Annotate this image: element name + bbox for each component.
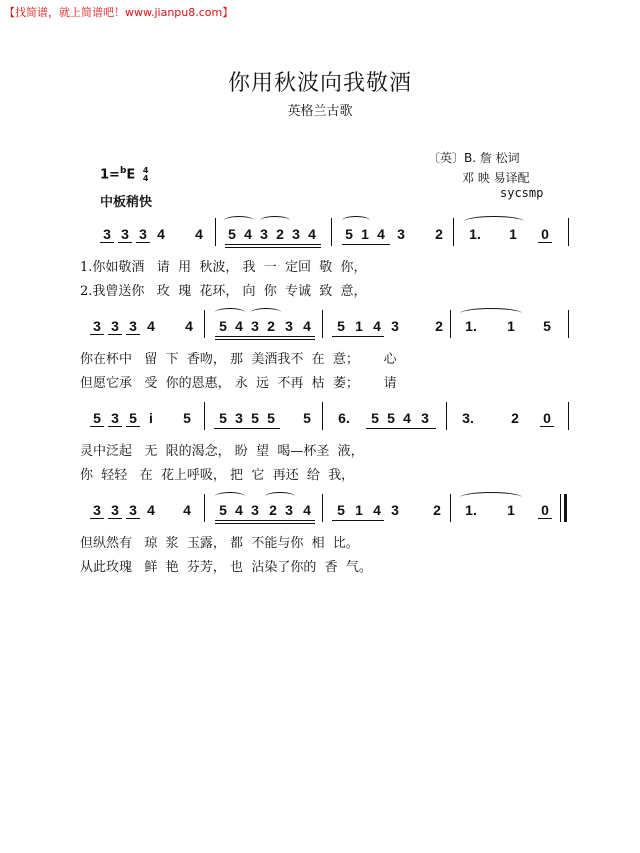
lyric-verse-2: 2.我曾送你 玫 瑰 花环， 向 你 专诚 致 意，: [80, 284, 367, 299]
note: 4: [147, 318, 155, 334]
note: 3: [108, 410, 122, 427]
slur: [251, 308, 281, 317]
note: 4: [303, 318, 311, 334]
note: 3: [391, 502, 399, 518]
note: 3: [397, 226, 405, 242]
note: 1: [507, 502, 515, 518]
barline: [568, 402, 569, 430]
slur: [342, 216, 370, 225]
key-note: E: [126, 167, 136, 183]
note: 5: [251, 410, 259, 426]
note: 4: [377, 226, 385, 242]
lyricist-credit: 〔英〕B. 詹 松词: [428, 151, 520, 165]
note: 3: [90, 502, 104, 519]
beam: [332, 520, 384, 521]
lyric-verse-2: 从此玫瑰 鲜 艳 芬芳， 也 沾染了你的 香 气。: [80, 560, 372, 575]
beam: [215, 523, 315, 524]
note: 1.: [469, 226, 481, 242]
note: 4: [244, 226, 252, 242]
beam: [215, 339, 315, 340]
notes-row: [80, 306, 575, 346]
key-signature: [100, 166, 148, 183]
note: 5: [387, 410, 395, 426]
lyric-verse-2: 但愿它承 受 你的恩惠， 永 远 不再 枯 萎； 请: [80, 376, 397, 391]
note: 1.: [465, 318, 477, 334]
notes-row: [80, 214, 575, 254]
slur: [260, 216, 290, 225]
barline: [322, 494, 323, 522]
note: 3: [251, 502, 259, 518]
barline: [204, 310, 205, 338]
note: 4: [235, 318, 243, 334]
barline: [568, 310, 569, 338]
barline: [204, 494, 205, 522]
barline: [446, 402, 447, 430]
flat-sign: b: [119, 166, 127, 176]
note: 3: [108, 502, 122, 519]
note: 5: [303, 410, 311, 426]
note: 6.: [338, 410, 350, 426]
note: 4: [195, 226, 203, 242]
barline: [568, 218, 569, 246]
time-top: 4: [142, 165, 149, 175]
notes-row: [80, 490, 575, 530]
note: 4: [185, 318, 193, 334]
note: 3: [285, 502, 293, 518]
note: 2: [269, 502, 277, 518]
note: 5: [267, 410, 275, 426]
note: 0: [540, 410, 554, 427]
note: 1.: [465, 502, 477, 518]
translator-credit: 邓 映 易译配: [462, 171, 530, 185]
note: 5: [219, 318, 227, 334]
note: 4: [403, 410, 411, 426]
note: 5: [543, 318, 551, 334]
note: 5: [371, 410, 379, 426]
note: 5: [337, 318, 345, 334]
note: 3: [251, 318, 259, 334]
barline: [560, 494, 561, 522]
final-barline: [564, 494, 567, 522]
lyric-verse-2: 你 轻轻 在 花上呼吸， 把 它 再还 给 我，: [80, 468, 355, 483]
note: 2: [276, 226, 284, 242]
note: 1: [361, 226, 369, 242]
beam: [214, 428, 280, 429]
note: 2: [511, 410, 519, 426]
song-title: 你用秋波向我敬酒: [227, 71, 412, 96]
lyric-verse-1: 但纵然有 琼 浆 玉露， 都 不能与你 相 比。: [80, 536, 359, 551]
note: 3: [136, 226, 150, 243]
barline: [450, 494, 451, 522]
note: 5: [90, 410, 104, 427]
note: 5: [337, 502, 345, 518]
note: 3: [235, 410, 243, 426]
slur: [215, 492, 245, 501]
score-system-1: [80, 214, 575, 314]
source-credit: sycsmp: [500, 186, 544, 200]
note: 3: [126, 502, 140, 519]
beam: [225, 247, 321, 248]
note: 4: [303, 502, 311, 518]
barline: [450, 310, 451, 338]
note: 5: [228, 226, 236, 242]
note: 3: [391, 318, 399, 334]
score-system-4: [80, 490, 575, 590]
slur: [224, 216, 254, 225]
note: 0: [538, 502, 552, 519]
lyric-verse-1: 灵中泛起 无 限的渴念， 盼 望 喝—杯圣 液，: [80, 444, 364, 459]
note: 3.: [462, 410, 474, 426]
key-prefix: 1=: [100, 167, 120, 183]
time-bottom: 4: [142, 173, 149, 183]
slur: [215, 308, 245, 317]
score-system-2: [80, 306, 575, 406]
barline: [215, 218, 216, 246]
note: 4: [373, 502, 381, 518]
beam: [215, 336, 315, 337]
note: 5: [219, 502, 227, 518]
note: 4: [157, 226, 165, 242]
note: 4: [147, 502, 155, 518]
barline: [322, 402, 323, 430]
slur: [265, 492, 295, 501]
lyric-verse-1: 你在杯中 留 下 香吻， 那 美酒我不 在 意； 心: [80, 352, 397, 367]
note: 3: [126, 318, 140, 335]
note: 3: [118, 226, 132, 243]
barline: [453, 218, 454, 246]
note: 4: [373, 318, 381, 334]
note: 3: [100, 226, 114, 243]
note: 3: [260, 226, 268, 242]
note: 2: [267, 318, 275, 334]
song-subtitle: 英格兰古歌: [287, 104, 353, 119]
note: 4: [183, 502, 191, 518]
beam: [366, 428, 436, 429]
note: 0: [538, 226, 552, 243]
site-banner[interactable]: 【找简谱，就上简谱吧！www.jianpu8.com】: [4, 6, 234, 19]
note: 2: [435, 226, 443, 242]
note: 3: [90, 318, 104, 335]
note: 2: [433, 502, 441, 518]
note: 1: [355, 318, 363, 334]
beam: [225, 244, 321, 245]
note: 3: [292, 226, 300, 242]
tempo-marking: 中板稍快: [100, 195, 153, 210]
note: 3: [421, 410, 429, 426]
lyric-verse-1: 1.你如敬酒 请 用 秋波， 我 一 定回 敬 你，: [80, 260, 367, 275]
note: 5: [183, 410, 191, 426]
note: 5: [219, 410, 227, 426]
barline: [331, 218, 332, 246]
time-signature: [143, 167, 149, 183]
note: 5: [126, 410, 140, 427]
note: 1: [507, 318, 515, 334]
beam: [332, 336, 384, 337]
note: 1: [355, 502, 363, 518]
note: 3: [285, 318, 293, 334]
note: 1: [509, 226, 517, 242]
notes-row: [80, 398, 575, 438]
barline: [204, 402, 205, 430]
note: 4: [308, 226, 316, 242]
note: 3: [108, 318, 122, 335]
note: i: [149, 410, 153, 426]
note: 2: [435, 318, 443, 334]
note: 5: [345, 226, 353, 242]
note: 4: [235, 502, 243, 518]
beam: [215, 520, 315, 521]
beam: [342, 244, 390, 245]
barline: [322, 310, 323, 338]
score-system-3: [80, 398, 575, 498]
